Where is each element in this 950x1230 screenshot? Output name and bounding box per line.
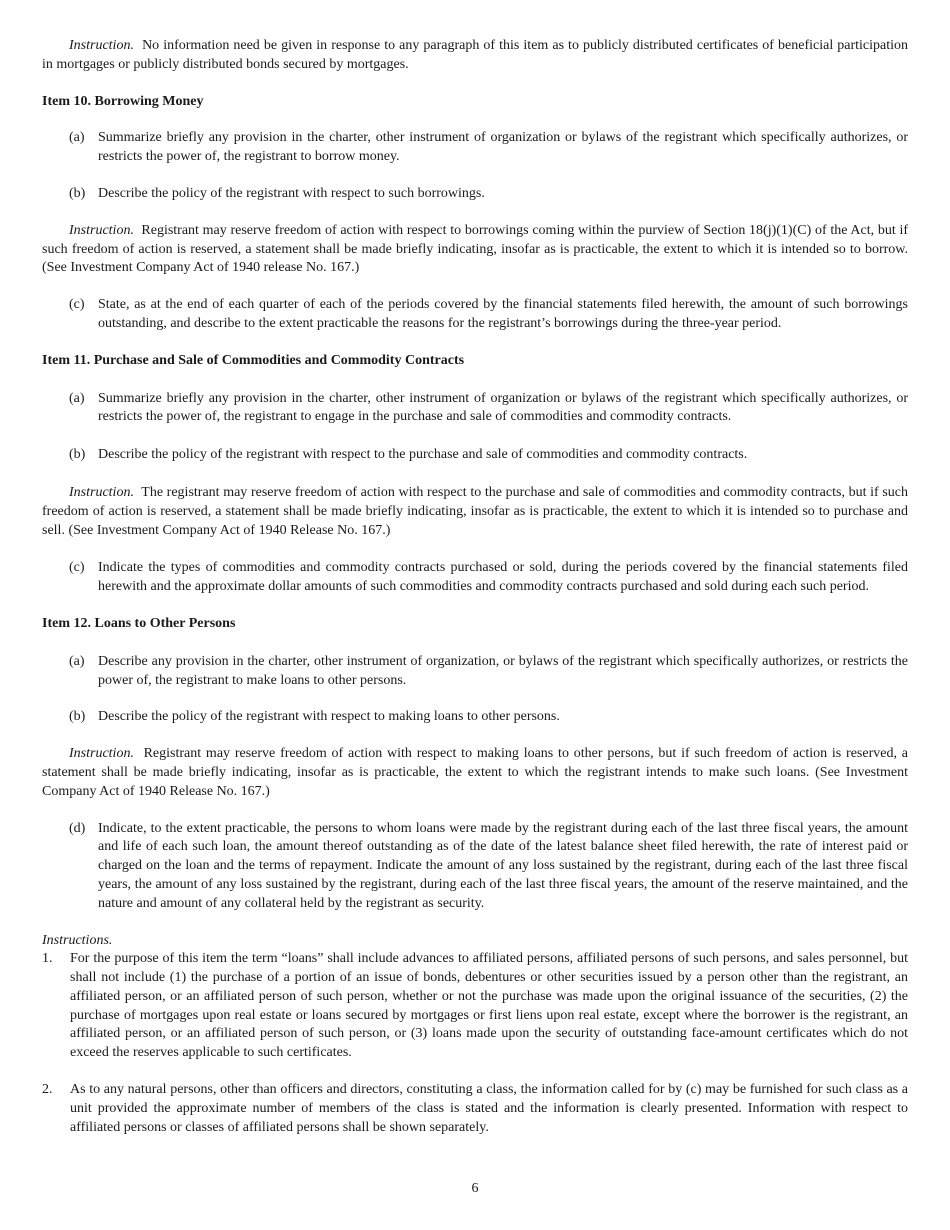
item-12-instruction [42,745,908,801]
item-marker: (b) [69,447,86,463]
instructions-heading: Instructions. [42,932,113,948]
item-text: Summarize briefly any provision in the charter, other instrument of organization or bylaws of the registrant which specifically authorizes, or restricts the power of, the registrant to engage in the purchase and sale of commodities and commodity contracts. [98,390,908,425]
item-11-b [42,446,908,465]
item-text: State, as at the end of each quarter of each of the periods covered by the financial statements filed herewith, the amount of such borrowings outstanding, and describe to the extent practicable the reasons for the registrant’s borrowings during the three-year period. [98,297,908,331]
item-text: Describe the policy of the registrant with respect to such borrowings. [98,185,485,201]
item-12-heading: Item 12. Loans to Other Persons [42,615,236,631]
instruction-label: Instruction. [69,484,134,500]
item-text: As to any natural persons, other than officers and directors, constituting a class, the information called for by (c) may be furnished for such class as a unit provided the approximate number of members of the class is stated and the information is clearly presented. Information with respect to affiliated persons or classes of affiliated persons shall be shown separately. [70,1082,908,1135]
item-marker: 1. [42,951,53,967]
item-marker: (d) [69,820,86,836]
item-text: Indicate, to the extent practicable, the persons to whom loans were made by the registrant during each of the last three fiscal years, the amount and life of each such loan, the amount thereof outstanding as of the date of the latest balance sheet filed herewith, the rate of interest paid or charged on the loan and the terms of repayment. Indicate the amount of any loss sustained by the registrant, during each of the last three fiscal years, the amount of any loss sustained by the registrant, during each of the last three fiscal years, the amount of the reserve maintained, and the nature and amount of any collateral held by the registrant as security. [98,820,908,911]
instruction-text: The registrant may reserve freedom of action with respect to the purchase and sale of commodities and commodity contracts, but if such freedom of action is reserved, a statement shall be made briefly indicating, insofar as is practicable, the extent to which it is intended so to purchase and sell. (See Investment Company Act of 1940 Release No. 167.) [42,484,909,538]
item-11-a [42,390,908,428]
item-marker: (b) [69,185,86,201]
item-12-b [42,708,908,727]
item-10-c [42,296,908,334]
instruction-item-2 [42,1081,908,1137]
item-text: Describe any provision in the charter, other instrument of organization, or bylaws of the registrant which specifically authorizes, or restricts the power of, the registrant to make loans to other persons. [98,653,908,688]
item-text: Indicate the types of commodities and commodity contracts purchased or sold, during the periods covered by the financial statements filed herewith and the approximate dollar amounts of such commodities and commodity contracts purchased and sold during each such period. [98,560,908,595]
item-text: Summarize briefly any provision in the charter, other instrument of organization or bylaws of the registrant which specifically authorizes, or restricts the power of, the registrant to borrow money. [98,130,908,165]
item-11-c [42,559,908,597]
item-12-d [42,820,908,914]
instruction-text: Registrant may reserve freedom of action with respect to making loans to other persons, but if such freedom of action is reserved, a statement shall be made briefly indicating, insofar as is practicable, the extent to which the registrant intends to make such loans. (See Investment Company Act of 1940 Release No. 167.) [42,746,908,799]
item-10-a [42,129,908,167]
item-11-instruction [42,484,908,540]
instruction-label: Instruction. [69,38,134,53]
item-text: Describe the policy of the registrant with respect to the purchase and sale of commodities and commodity contracts. [98,447,748,463]
item-text: For the purpose of this item the term “loans” shall include advances to affiliated persons, affiliated persons of such persons, and sales personnel, but shall not include (1) the purchase of a portion of an issue of bonds, debentures or other securities issued by a person other than the registrant, an affiliated person, or an affiliated person of such person, whether or not the purchase was made upon the original issuance of the securities, (2) the purchase of mortgages upon real estate or loans secured by mortgages or first liens upon real estate, except where the borrower is the registrant, an affiliated person, or an affiliated person of such person, or (3) loans made upon the security of outstanding face-amount certificates which do not exceed the reserves applicable to such certificates. [70,951,908,1061]
item-10-b [42,185,908,204]
item-10-heading: Item 10. Borrowing Money [42,93,204,109]
item-marker: 2. [42,1082,53,1098]
page-number: 6 [471,1181,479,1196]
instruction-label: Instruction. [69,222,134,238]
item-10-instruction [42,222,908,278]
intro-instruction [42,37,908,75]
item-11-heading: Item 11. Purchase and Sale of Commodities and Commodity Contracts [42,352,465,368]
item-marker: (a) [69,390,85,406]
item-12-a [42,653,908,691]
instruction-text: No information need be given in response to any paragraph of this item as to publicly distributed certificates of beneficial participation in mortgages or publicly distributed bonds secured by mortgages. [42,38,909,72]
item-marker: (a) [69,653,85,669]
instruction-item-1 [42,950,908,1063]
instruction-text: Registrant may reserve freedom of action with respect to borrowings coming within the purview of Section 18(j)(1)(C) of the Act, but if such freedom of action is reserved, a statement shall be made briefly indicating, insofar as is practicable, the extent to which it is intended so to borrow. (See Investment Company Act of 1940 release No. 167.) [42,222,908,276]
item-marker: (a) [69,130,85,146]
item-text: Describe the policy of the registrant with respect to making loans to other persons. [98,709,560,725]
item-marker: (c) [69,560,85,576]
instruction-label: Instruction. [69,746,134,762]
item-marker: (c) [69,297,85,313]
item-marker: (b) [69,709,86,725]
